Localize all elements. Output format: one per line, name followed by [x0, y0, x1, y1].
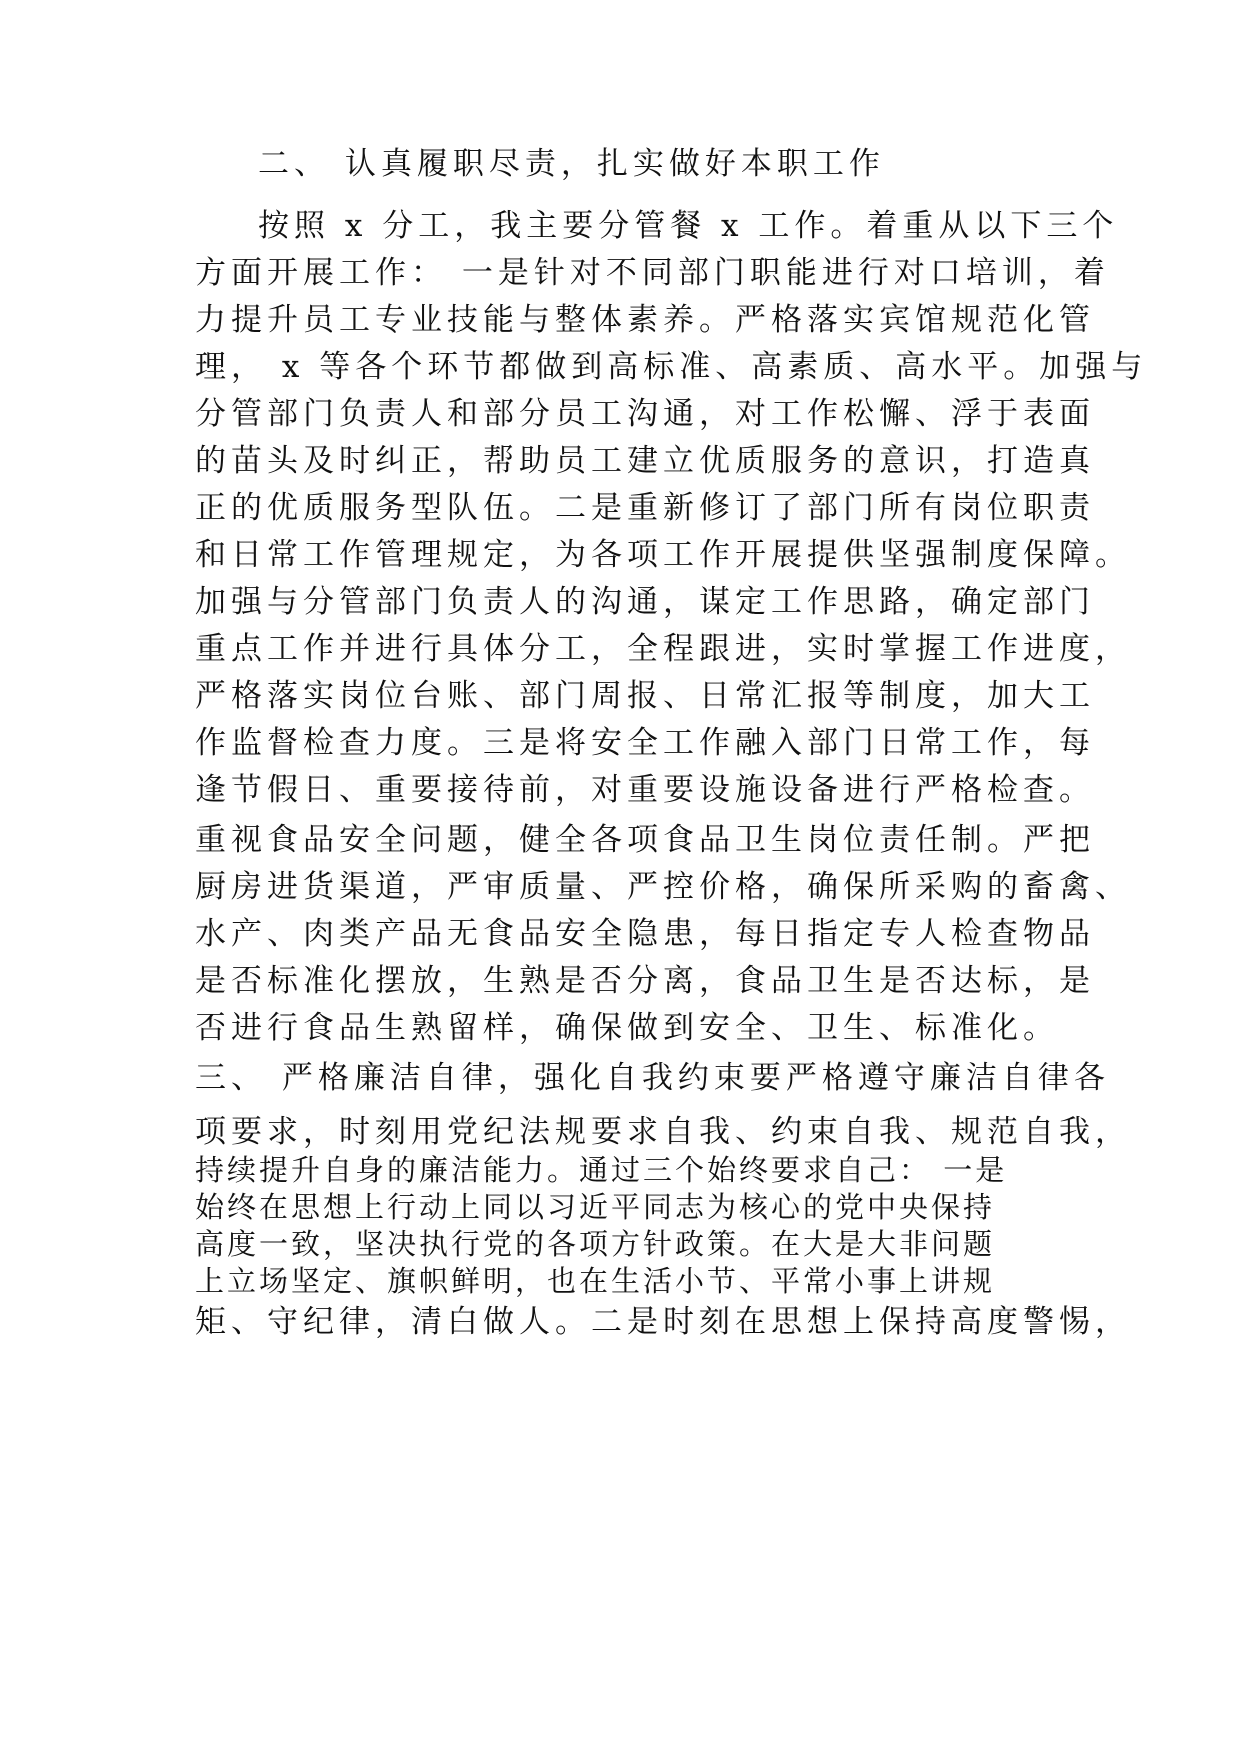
paragraph-line: 重视食品安全问题，健全各项食品卫生岗位责任制。严把: [195, 822, 1095, 858]
paragraph-line: 厨房进货渠道，严审质量、严控价格，确保所采购的畜禽、: [195, 869, 1131, 905]
paragraph-line: 矩、守纪律，清白做人。二是时刻在思想上保持高度警惕，: [195, 1304, 1131, 1340]
paragraph-line: 正的优质服务型队伍。二是重新修订了部门所有岗位职责: [195, 490, 1095, 526]
paragraph-line: 否进行食品生熟留样，确保做到安全、卫生、标准化。: [195, 1010, 1059, 1046]
paragraph-line: 力提升员工专业技能与整体素养。严格落实宾馆规范化管: [195, 302, 1095, 338]
section-heading-3: 三、 严格廉洁自律，强化自我约束要严格遵守廉洁自律各: [195, 1060, 1110, 1096]
paragraph-line: 严格落实岗位台账、部门周报、日常汇报等制度，加大工: [195, 678, 1095, 714]
paragraph-line: 始终在思想上行动上同以习近平同志为核心的党中央保持: [195, 1190, 996, 1224]
paragraph-line: 逢节假日、重要接待前，对重要设施设备进行严格检查。: [195, 772, 1095, 808]
paragraph-line: 的苗头及时纠正，帮助员工建立优质服务的意识，打造真: [195, 443, 1095, 479]
section-heading-2: 二、 认真履职尽责，扎实做好本职工作: [258, 146, 885, 182]
paragraph-line: 是否标准化摆放，生熟是否分离，食品卫生是否达标，是: [195, 963, 1095, 999]
paragraph-line: 持续提升自身的廉洁能力。通过三个始终要求自己： 一是: [195, 1153, 1008, 1187]
paragraph-line: 方面开展工作： 一是针对不同部门职能进行对口培训，着: [195, 255, 1110, 291]
paragraph-line: 水产、肉类产品无食品安全隐患，每日指定专人检查物品: [195, 916, 1095, 952]
paragraph-line: 重点工作并进行具体分工，全程跟进，实时掌握工作进度，: [195, 631, 1131, 667]
paragraph-line: 项要求，时刻用党纪法规要求自我、约束自我、规范自我，: [195, 1114, 1131, 1150]
paragraph-line: 理， x 等各个环节都做到高标准、高素质、高水平。加强与: [195, 349, 1148, 385]
paragraph-line: 加强与分管部门负责人的沟通，谋定工作思路，确定部门: [195, 584, 1095, 620]
paragraph-line: 作监督检查力度。三是将安全工作融入部门日常工作，每: [195, 725, 1095, 761]
paragraph-line: 上立场坚定、旗帜鲜明，也在生活小节、平常小事上讲规: [195, 1264, 996, 1298]
paragraph-line: 分管部门负责人和部分员工沟通，对工作松懈、浮于表面: [195, 396, 1095, 432]
paragraph-line: 高度一致，坚决执行党的各项方针政策。在大是大非问题: [195, 1227, 996, 1261]
paragraph-line: 按照 x 分工，我主要分管餐 x 工作。着重从以下三个: [258, 208, 1119, 244]
paragraph-line: 和日常工作管理规定，为各项工作开展提供坚强制度保障。: [195, 537, 1131, 573]
